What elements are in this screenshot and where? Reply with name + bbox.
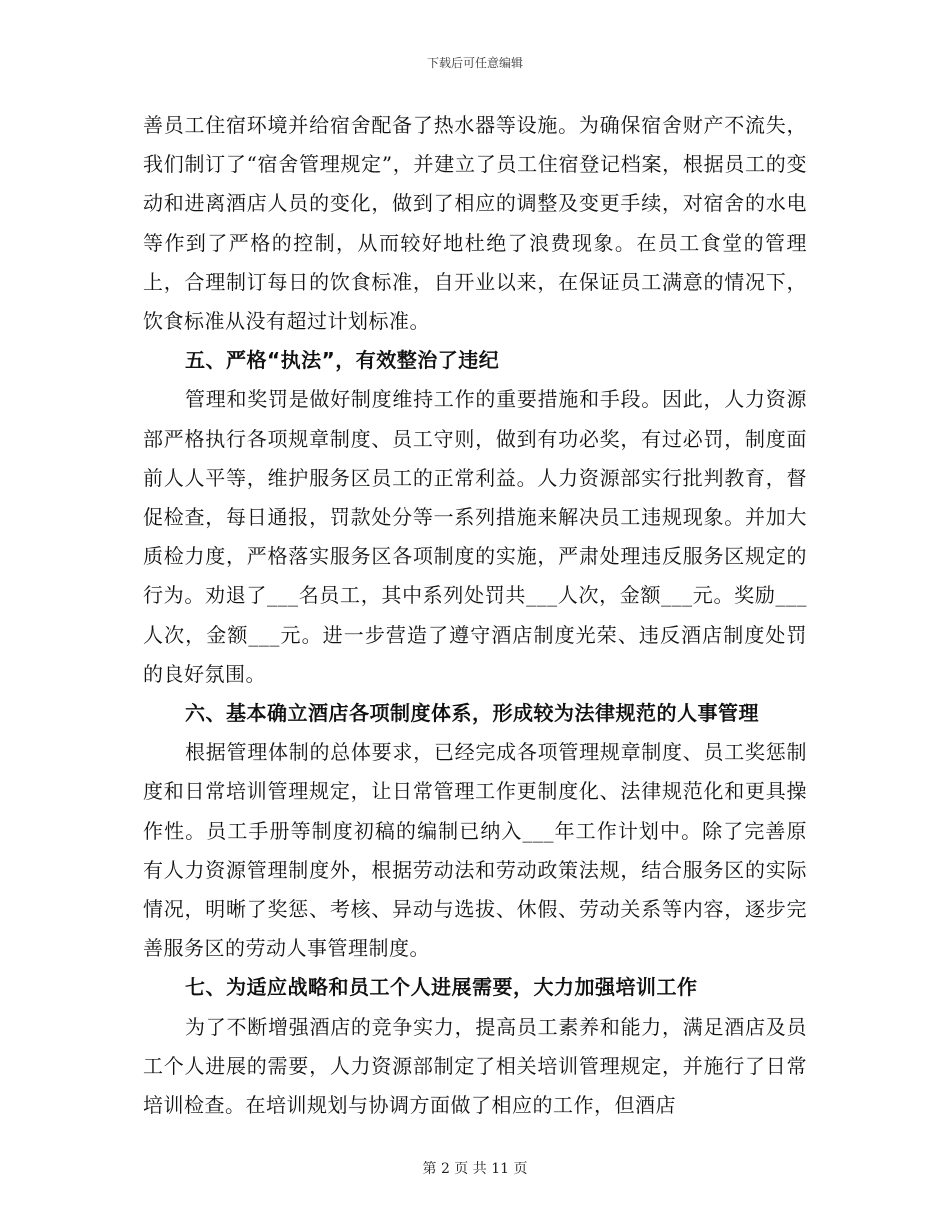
section-heading-5: 五、严格“执法”，有效整治了违纪: [185, 348, 500, 373]
paragraph-regulations: 根据管理体制的总体要求，已经完成各项管理规章制度、员工奖惩制度和日常培训管理规定，让日常管理工作更制度化、法律规范化和更具操作性。员工手册等制度初稿的编制已纳入___年工作计划中。除了完善原有人力资源管理制度外，根据劳动法和劳动政策法规，结合服务区的实际情况，明晰了奖惩、考核、异动与选拔、休假、劳动关系等内容，逐步完善服务区的劳动人事管理制度。: [143, 740, 807, 961]
header-note: 下载后可任意编辑: [426, 56, 523, 70]
paragraph-training: 为了不断增强酒店的竞争实力，提高员工素养和能力，满足酒店及员工个人进展的需要，人力资源部制定了相关培训管理规定，并施行了日常培训检查。在培训规划与协调方面做了相应的工作，但酒店: [143, 1014, 807, 1118]
page-number: 第 2 页 共 11 页: [422, 1161, 528, 1177]
document-body: [143, 106, 807, 1125]
section-heading-6: 六、基本确立酒店各项制度体系，形成较为法律规范的人事管理: [185, 701, 759, 726]
section-heading-7: 七、为适应战略和员工个人进展需要，大力加强培训工作: [185, 975, 698, 1000]
paragraph-dormitory: 善员工住宿环境并给宿舍配备了热水器等设施。为确保宿舍财产不流失，我们制订了“宿舍管理规定”，并建立了员工住宿登记档案，根据员工的变动和进离酒店人员的变化，做到了相应的调整及变更手续，对宿舍的水电等作到了严格的控制，从而较好地杜绝了浪费现象。在员工食堂的管理上，合理制订每日的饮食标准，自开业以来，在保证员工满意的情况下，饮食标准从没有超过计划标准。: [143, 113, 807, 334]
paragraph-discipline: 管理和奖罚是做好制度维持工作的重要措施和手段。因此，人力资源部严格执行各项规章制度、员工守则，做到有功必奖，有过必罚，制度面前人人平等，维护服务区员工的正常利益。人力资源部实行批判教育，督促检查，每日通报，罚款处分等一系列措施来解决员工违规现象。并加大质检力度，严格落实服务区各项制度的实施，严肃处理违反服务区规定的行为。劝退了___名员工，其中系列处罚共___人次，金额___元。奖励___人次，金额___元。进一步营造了遵守酒店制度光荣、违反酒店制度处罚的良好氛围。: [143, 387, 807, 686]
